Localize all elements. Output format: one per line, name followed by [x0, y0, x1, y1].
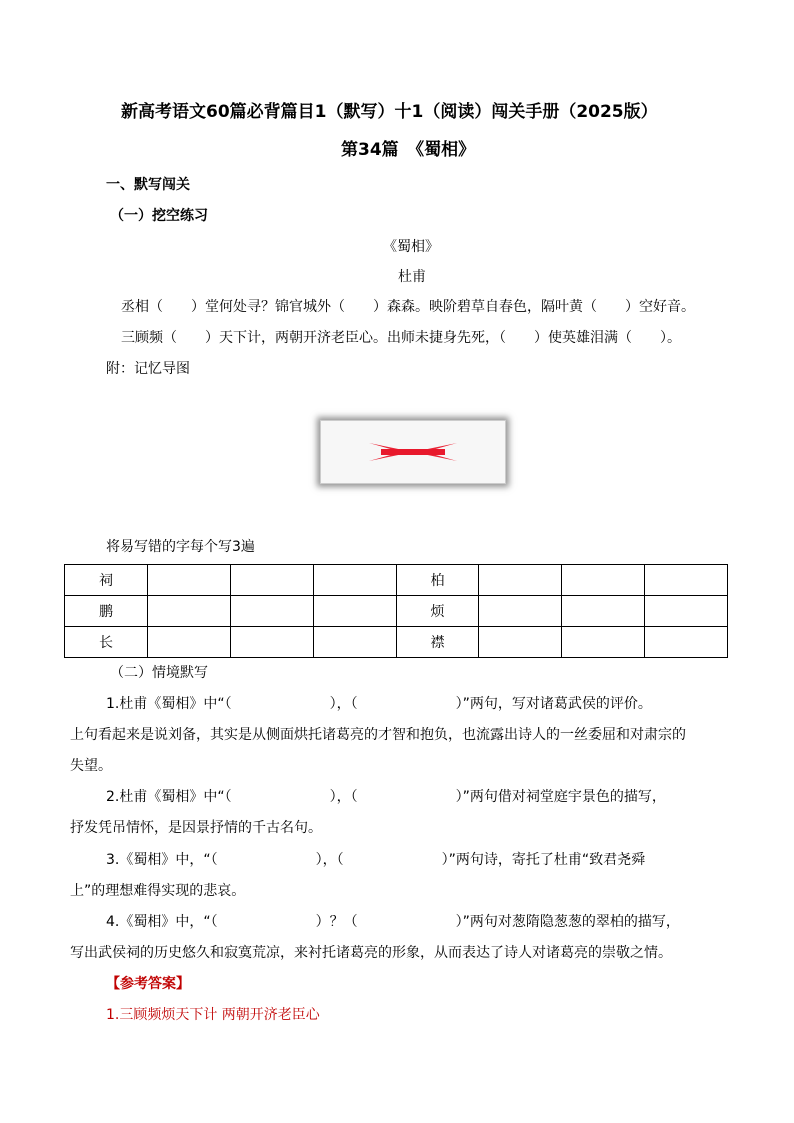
answer-label: 【参考答案】	[106, 976, 190, 992]
table-cell[interactable]	[645, 565, 728, 596]
table-cell[interactable]	[147, 596, 230, 627]
table-cell[interactable]	[230, 596, 313, 627]
table-cell: 襟	[396, 627, 479, 658]
broken-image-icon	[321, 421, 505, 483]
mind-map-image	[320, 420, 506, 484]
question-line: 抒发凭吊情怀，是因景抒情的千古名句。	[70, 820, 322, 836]
table-row	[65, 627, 728, 658]
document-title: 新高考语文60篇必背篇目1（默写）十1（阅读）闯关手册（2025版）	[121, 102, 658, 122]
table-cell[interactable]	[230, 565, 313, 596]
question-line: 2.杜甫《蜀相》中“（ ），（ ）”两句借对祠堂庭宇景色的描写，	[106, 789, 666, 805]
table-cell[interactable]	[230, 627, 313, 658]
question-line: 3.《蜀相》中，“（ ），（ ）”两句诗，寄托了杜甫“致君尧舜	[106, 852, 646, 868]
table-cell[interactable]	[479, 596, 562, 627]
table-cell[interactable]	[313, 596, 396, 627]
table-cell: 祠	[65, 565, 148, 596]
table-cell[interactable]	[645, 627, 728, 658]
table-row	[65, 596, 728, 627]
writing-practice-table	[64, 564, 728, 658]
question-line: 上”的理想难得实现的悲哀。	[70, 883, 246, 899]
table-cell: 柏	[396, 565, 479, 596]
table-cell[interactable]	[313, 627, 396, 658]
table-cell[interactable]	[562, 596, 645, 627]
table-cell[interactable]	[313, 565, 396, 596]
chapter-title: 第34篇 《蜀相》	[341, 140, 476, 160]
answer-line: 1.三顾频烦天下计 两朝开济老臣心	[106, 1007, 320, 1023]
subsection-heading: （一）挖空练习	[110, 208, 208, 224]
table-cell[interactable]	[147, 565, 230, 596]
question-line: 写出武侯祠的历史悠久和寂寞荒凉，来衬托诸葛亮的形象，从而表达了诗人对诸葛亮的崇敬之情。	[70, 945, 672, 961]
subsection-heading: （二）情境默写	[110, 665, 208, 681]
write-instruction: 将易写错的字每个写3遍	[106, 539, 255, 555]
poem-line: 丞相（ ）堂何处寻？锦官城外（ ）森森。映阶碧草自春色，隔叶黄（ ）空好音。	[121, 299, 695, 315]
table-cell: 烦	[396, 596, 479, 627]
question-line: 上句看起来是说刘备，其实是从侧面烘托诸葛亮的才智和抱负，也流露出诗人的一丝委屈和对肃宗的	[70, 727, 686, 743]
table-cell[interactable]	[147, 627, 230, 658]
poem-author: 杜甫	[398, 269, 426, 285]
table-cell: 长	[65, 627, 148, 658]
table-row	[65, 565, 728, 596]
question-line: 1.杜甫《蜀相》中“（ ），（ ）”两句，写对诸葛武侯的评价。	[106, 696, 652, 712]
table-cell: 鹏	[65, 596, 148, 627]
table-cell[interactable]	[645, 596, 728, 627]
section-heading: 一、默写闯关	[106, 177, 190, 193]
question-line: 失望。	[70, 758, 112, 774]
appendix-label: 附：记忆导图	[106, 361, 190, 377]
table-cell[interactable]	[562, 565, 645, 596]
poem-line: 三顾频（ ）天下计，两朝开济老臣心。出师未捷身先死，（ ）使英雄泪满（ ）。	[121, 330, 681, 346]
poem-title: 《蜀相》	[383, 239, 439, 255]
table-cell[interactable]	[479, 565, 562, 596]
table-cell[interactable]	[562, 627, 645, 658]
question-line: 4.《蜀相》中，“（ ）？（ ）”两句对葱隋隐葱葱的翠柏的描写，	[106, 914, 680, 930]
table-cell[interactable]	[479, 627, 562, 658]
